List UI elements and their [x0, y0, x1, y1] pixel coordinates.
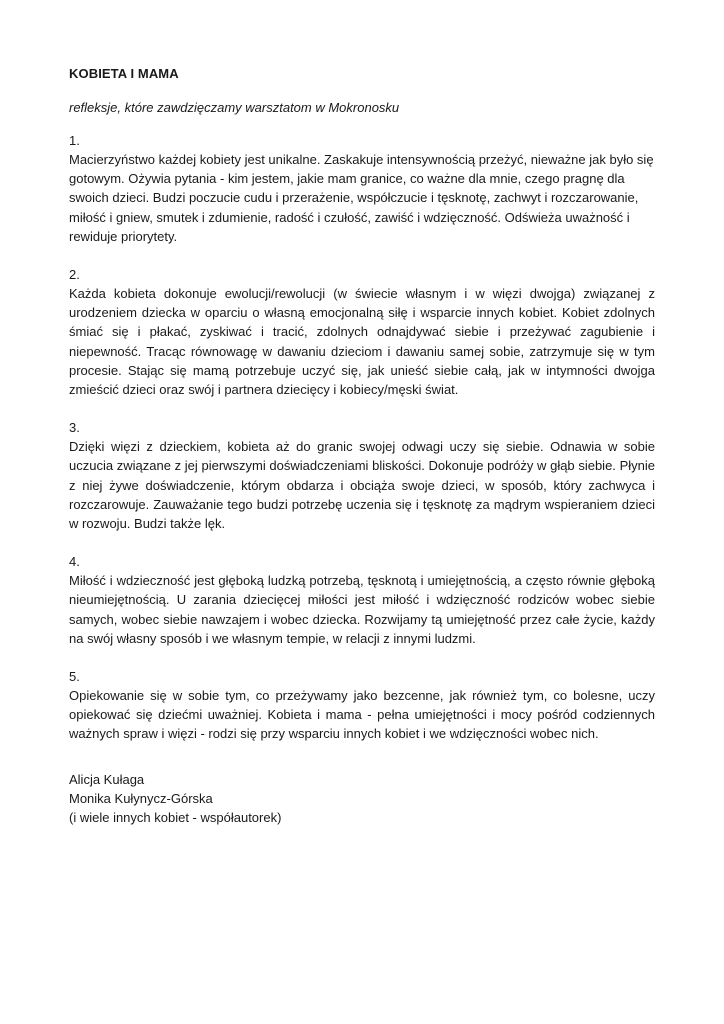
section-2: [69, 266, 655, 399]
section-paragraph: Miłość i wdzieczność jest głęboką ludzką potrzebą, tęsknotą i umiejętnością, a często równie głęboką nieumiejętnością. U zarania dziecięcej miłości jest miłość i wdzięczność rodziców wobec siebie samych, wobec siebie nawzajem i wobec dziecka. Rozwijamy tą umiejętność przez całe życie, każdy na swój własny sposób i we własnym tempie, w relacji z innymi ludzmi.: [69, 573, 655, 646]
authors-block: [69, 770, 655, 827]
section-1: [69, 132, 655, 246]
section-paragraph: Każda kobieta dokonuje ewolucji/rewolucji (w świecie własnym i w więzi dwojga) związanej z urodzeniem dziecka w oparciu o własną emocjonalną siłę i wsparcie innych kobiet. Kobiet zdolnych śmiać się i płakać, zyskiwać i tracić, zdolnych odnajdywać siebie i przeżywać zagubienie i niepewność. Tracąc równowagę w dawaniu dzieciom i dawaniu samej sobie, zatrzymuje się w tym procesie. Stając się mamą potrzebuje uczyć się, jak unieść siebie całą, jak w intymności dwojga zmieścić dzieci oraz swój i partnera dziecięcy i kobiecy/męski świat.: [69, 286, 655, 398]
section-5: [69, 668, 655, 744]
section-number: 1.: [69, 133, 80, 148]
document-page: [69, 64, 655, 827]
author-name: Alicja Kułaga: [69, 771, 145, 787]
section-number: 4.: [69, 554, 80, 570]
section-paragraph: Opiekowanie się w sobie tym, co przeżywamy jako bezcenne, jak również tym, co bolesne, uczy opiekować się dziećmi uważniej. Kobieta i mama - pełna umiejętności i mocy pośród codziennych ważnych spraw i więzi - rodzi się przy wsparciu innych kobiet i we wdzięczności wobec nich.: [69, 688, 655, 742]
section-number: 2.: [69, 267, 80, 283]
author-name: Monika Kułynycz-Górska: [69, 790, 213, 806]
document-subtitle: refleksje, które zawdzięczamy warsztatom w Mokronosku: [69, 100, 400, 115]
section-number: 3.: [69, 420, 80, 436]
section-3: [69, 419, 655, 533]
section-number: 5.: [69, 669, 80, 685]
section-paragraph: Macierzyństwo każdej kobiety jest unikalne. Zaskakuje intensywnością przeżyć, nieważne jak było się gotowym. Ożywia pytania - kim jestem, jakie mam granice, co ważne dla mnie, czego pragnę dla swoich dzieci. Budzi poczucie cudu i przerażenie, współczucie i tęsknotę, zachwyt i rozczarowanie, miłość i gniew, smutek i zdumienie, radość i czułość, zawiść i wdzięczność. Odświeża uważność i rewiduje priorytety.: [69, 152, 654, 244]
document-title: KOBIETA I MAMA: [69, 66, 179, 81]
co-authors-note: (i wiele innych kobiet - współautorek): [69, 809, 282, 825]
section-paragraph: Dzięki więzi z dzieckiem, kobieta aż do granic swojej odwagi uczy się siebie. Odnawia w sobie uczucia związane z jej pierwszymi doświadczeniami bliskości. Dokonuje podróży w głąb siebie. Płynie z niej żywe doświadczenie, którym obdarza i obciąża swoje dzieci, w sposób, który zachwyca i rozczarowuje. Zauważanie tego budzi potrzebę uczenia się i tęsknotę za mądrym wspieraniem dzieci w rozwoju. Budzi także lęk.: [69, 439, 655, 532]
section-4: [69, 553, 655, 648]
